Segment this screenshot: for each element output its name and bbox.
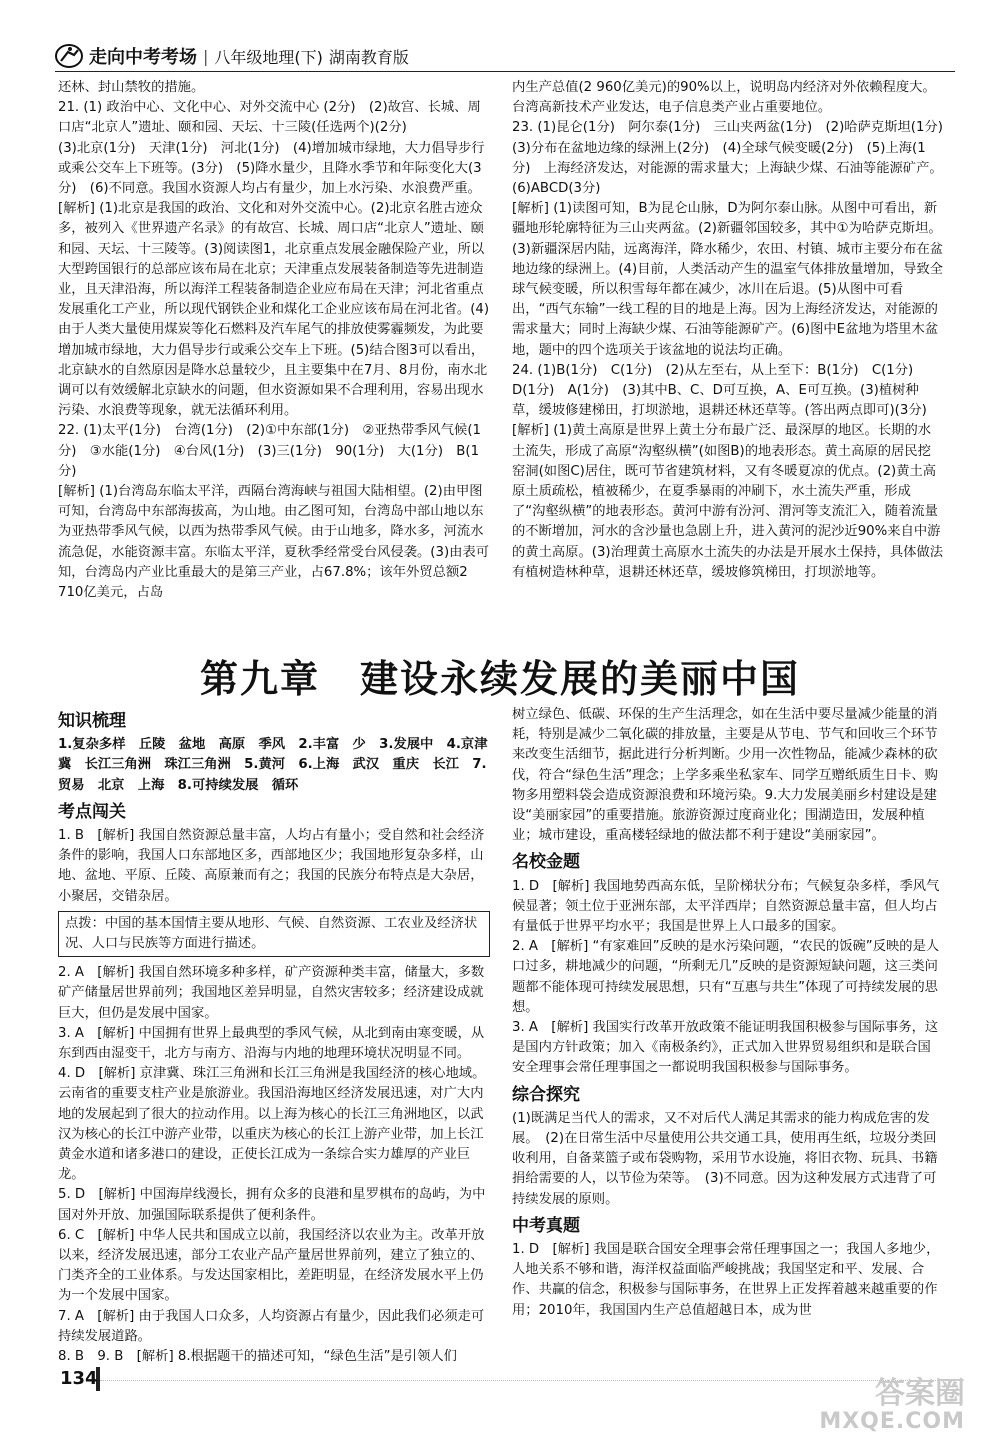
- page-header: [55, 42, 615, 70]
- header-divider: |: [203, 46, 209, 66]
- analysis-22: [解析] (1)台湾岛东临太平洋，西隔台湾海峡与祖国大陆相望。(2)由甲图可知，台湾岛中东部海拔高，为山地。由乙图可知，台湾岛中部山地以东为亚热带季风气候，以西为热带季风气候。由于山地多，降水多，河流水流急促，水能资源丰富。东临太平洋，夏秋季经常受台风侵袭。(3)由表可知，台湾岛内产业比重最大的是第三产业，占67.8%；该年外贸总额2 710亿美元，占岛: [58, 484, 490, 601]
- section-heading-inquiry: 综合探究: [512, 1084, 580, 1105]
- analysis-23: [解析] (1)读图可知，B为昆仑山脉，D为阿尔泰山脉。从图中可看出，新疆地形轮廓特征为三山夹两盆。(2)新疆邻国较多，其中①为哈萨克斯坦。(3)新疆深居内陆，远离海洋，降水稀少，农田、村镇、城市主要分布在盆地边缘的绿洲上。(4)目前，人类活动产生的温室气体排放量增加，导致全球气候变暖，所以积雪每年都在减少，冰川在后退。(5)从图中可看出，“西气东输”一线工程的目的地是上海。因为上海经济发达，对能源的需求量大；同时上海缺少煤、石油等能源矿产。(6)图中E盆地为塔里木盆地，题中的四个选项关于该盆地的说法均正确。: [512, 201, 944, 358]
- inquiry-answer: (1)既满足当代人的需求，又不对后代人满足其需求的能力构成危害的发展。 (2)在日常生活中尽量使用公共交通工具，使用再生纸，垃圾分类回收利用，自备菜篮子或布袋购物，采用节水设施，将旧衣物、玩具、书籍捐给需要的人，以节俭为荣等。 (3)不同意。因为这种发展方式违背了可持续发展的原则。: [512, 1110, 938, 1207]
- publisher-name: 湖南教育版: [328, 47, 409, 67]
- checkpoint-item: 7. A [解析] 由于我国人口众多，人均资源占有量少，因此我们必须走可持续发展道路。: [58, 1308, 485, 1344]
- answer-21: 21. (1) 政治中心、文化中心、对外交流中心 (2分) (2)故宫、长城、周口店“北京人”遗址、颐和园、天坛、十三陵(任选两个)(2分): [58, 100, 481, 136]
- checkpoint-item: 5. D [解析] 中国海岸线漫长，拥有众多的良港和星罗棋布的岛屿，为中国对外开放、加强国际联系提供了便利条件。: [58, 1187, 486, 1223]
- selected-item: 2. A [解析] “有家难回”反映的是水污染问题，“农民的饭碗”反映的是人口过多，耕地减少的问题，“所剩无几”反映的是资源短缺问题，这三类问题都不能体现可持续发展思想，只有“互惠与共生”体现了可持续发展的思想。: [512, 939, 940, 1015]
- top-right-column: [512, 78, 957, 583]
- analysis-8-9-cont: 树立绿色、低碳、环保的生产生活理念，如在生活中要尽量减少能量的消耗，特别是减少二氧化碳的排放量，主要是从节电、节气和回收三个环节来改变生活细节，据此进行分析判断。少用一次性物品，能减少森林的砍伐，符合“绿色生活”理念；上学多乘坐私家车、同学互赠纸质生日卡、购物多用塑料袋会造成资源浪费和环境污染。9.大力发展美丽乡村建设是建设“美丽家园”的重要措施。旅游资源过度商业化；围湖造田，发展种植业；城市建设，重高楼轻绿地的做法都不利于建设“美丽家园”。: [512, 707, 938, 844]
- chapter-title: 第九章 建设永续发展的美丽中国: [199, 657, 800, 701]
- analysis-21: [解析] (1)北京是我国的政治、文化和对外交流中心。(2)北京名胜古迹众多，被列入《世界遗产名录》的有故宫、长城、周口店“北京人”遗址、颐和园、天坛、十三陵等。(3)阅读图1，北京重点发展金融保险产业，所以大型跨国银行的总部应该布局在北京；天津重点发展装备制造等先进制造业，且天津沿海，所以海洋工程装备制造企业应布局在天津；河北省重点发展重化工产业，所以现代钢铁企业和煤化工企业应该布局在河北省。(4)由于人类大量使用煤炭等化石燃料及汽车尾气的排放使雾霾频发，为此要增加城市绿地，大力倡导步行或乘公交车上下班。(5)结合图3可以看出，北京缺水的自然原因是降水总量较少，且主要集中在7月、8月份，南水北调可以有效缓解北京缺水的问题，但水资源如果不合理利用，容易出现水污染、水浪费等现象，就无法循环利用。: [58, 201, 490, 419]
- answer-text: 还林、封山禁牧的措施。: [58, 80, 205, 95]
- tip-box: 点拨：中国的基本国情主要从地形、气候、自然资源、工农业及经济状况、人口与民族等方面进行描述。: [58, 911, 490, 957]
- checkpoint-item: 6. C [解析] 中华人民共和国成立以前，我国经济以农业为主。改革开放以来，经济发展迅速，部分工农业产品产量居世界前列，建立了独立的、门类齐全的工业体系。与发达国家相比，差距明显，在经济发展水平上仍为一个发展中国家。: [58, 1227, 485, 1304]
- checkpoint-item: 4. D [解析] 京津冀、珠江三角洲和长江三角洲是我国经济的核心地域。云南省的重要支柱产业是旅游业。我国沿海地区经济发展迅速，对广大内地的发展起到了很大的拉动作用。以上海为核心的长江三角洲地区，以武汉为核心的长江中游产业带，以重庆为核心的长江上游产业带，加上长江黄金水道和诸多港口的建设，正使长江成为一条综合实力雄厚的产业巨龙。: [58, 1066, 486, 1183]
- answer-23: 23. (1)昆仑(1分) 阿尔泰(1分) 三山夹两盆(1分) (2)哈萨克斯坦(1分) (3)分布在盆地边缘的绿洲上(2分) (4)全球气候变暖(2分) (5)上海(1分) 上海经济发达，对能源的需求量大；上海缺少煤、石油等能源矿产。(6)ABCD(3分): [512, 120, 957, 197]
- selected-item: 1. D [解析] 我国地势西高东低，呈阶梯状分布；气候复杂多样，季风气候显著；领土位于亚洲东部，太平洋西岸；自然资源总量丰富，但人均占有量低于世界平均水平；我国是世界上人口最多的国家。: [512, 878, 940, 935]
- answer-21-cont: (3)北京(1分) 天津(1分) 河北(1分) (4)增加城市绿地，大力倡导步行或乘公交车上下班等。(3分) (5)降水量少，且降水季节和年际变化大(3分) (6)不同意。我国水资源人均占有量少，加上水污染、水浪费严重。: [58, 140, 485, 197]
- watermark-logo: [815, 1376, 965, 1440]
- page-number: 134: [60, 1367, 100, 1391]
- section-heading-knowledge: 知识梳理: [58, 711, 126, 731]
- watermark-text: 答案圈: [875, 1376, 965, 1411]
- brand-name: 走向中考考场: [89, 47, 197, 68]
- exam-answer: 1. D [解析] 我国是联合国安全理事会常任理事国之一；我国人多地少，人地关系不够和谐，海洋权益面临严峻挑战；我国坚定和平、发展、合作、共赢的信念，积极参与国际事务，在世界上正发挥着越来越重要的作用；2010年，我国国内生产总值超越日本，成为世: [512, 1242, 940, 1318]
- bottom-left-column: [58, 705, 490, 1367]
- book-subtitle: 八年级地理(下): [214, 47, 323, 67]
- knowledge-summary: 1.复杂多样 丘陵 盆地 高原 季风 2.丰富 少 3.发展中 4.京津冀 长江三角洲 珠江三角洲 5.黄河 6.上海 武汉 重庆 长江 7.贸易 北京 上海 8.可持续发展 循环: [58, 737, 488, 793]
- section-heading-exam: 中考真题: [512, 1215, 580, 1236]
- watermark-url: MXQE.COM: [819, 1409, 965, 1434]
- answer-22: 22. (1)太平(1分) 台湾(1分) (2)①中东部(1分) ②亚热带季风气候(1分) ③水能(1分) ④台风(1分) (3)三(1分) 90(1分) 大(1分) B(1分): [58, 423, 481, 479]
- checkpoint-item: 2. A [解析] 我国自然环境多种多样，矿产资源种类丰富，储量大，多数矿产储量居世界前列；我国地区差异明显，自然灾害较多；经济建设成就巨大，但仍是发展中国家。: [58, 965, 485, 1021]
- section-heading-selected: 名校金题: [512, 852, 580, 873]
- answer-24: 24. (1)B(1分) C(1分) (2)从左至右，从上至下：B(1分) C(1分) D(1分) A(1分) (3)其中B、C、D可互换，A、E可互换。(3)植树种草，缓坡修建梯田，打坝淤地，退耕还林还草等。(答出两点即可)(3分): [512, 362, 927, 419]
- analysis-22-cont: 内生产总值(2 960亿美元)的90%以上，说明岛内经济对外依赖程度大。台湾高新技术产业发达，电子信息类产业占重要地位。: [512, 80, 936, 116]
- top-left-column: [58, 78, 490, 603]
- bottom-right-column: [512, 705, 944, 1321]
- checkpoint-item: 3. A [解析] 中国拥有世界上最典型的季风气候，从北到南由寒变暖，从东到西由湿变干，北方与南方、沿海与内地的地理环境状况明显不同。: [58, 1025, 485, 1062]
- runner-logo-icon: [55, 43, 83, 69]
- selected-item: 3. A [解析] 我国实行改革开放政策不能证明我国积极参与国际事务，这是国内方针政策；加入《南极条约》，正式加入世界贸易组织和是联合国安全理事会常任理事国之一都说明我国积极参与国际事务。: [512, 1020, 939, 1076]
- checkpoint-item: 8. B 9. B [解析] 8.根据题干的描述可知，“绿色生活”是引领人们: [58, 1349, 457, 1365]
- section-heading-checkpoints: 考点闯关: [58, 801, 126, 822]
- header-rule: [55, 71, 955, 72]
- analysis-24: [解析] (1)黄土高原是世界上黄土分布最广泛、最深厚的地区。长期的水土流失，形成了高原“沟壑纵横”(如图B)的地表形态。黄土高原的居民挖窑洞(如图C)居住，既可节省建筑材料，又有冬暖夏凉的优点。(2)黄土高原土质疏松，植被稀少，在夏季暴雨的冲刷下，水土流失严重，形成了“沟壑纵横”的地表形态。黄河中游有汾河、渭河等支流汇入，随着流量的不断增加，河水的含沙量也急剧上升，进入黄河的泥沙近90%来自中游的黄土高原。(3)治理黄土高原水土流失的办法是开展水土保持，具体做法有植树造林种草，退耕还林还草，缓坡修筑梯田，打坝淤地等。: [512, 423, 944, 580]
- checkpoint-item: 1. B [解析] 我国自然资源总量丰富，人均占有量小；受自然和社会经济条件的影响，我国人口东部地区多，西部地区少；我国地形复杂多样，山地、盆地、平原、丘陵、高原兼而有之；我国的民族分布特点是大杂居，小聚居，交错杂居。: [58, 828, 485, 904]
